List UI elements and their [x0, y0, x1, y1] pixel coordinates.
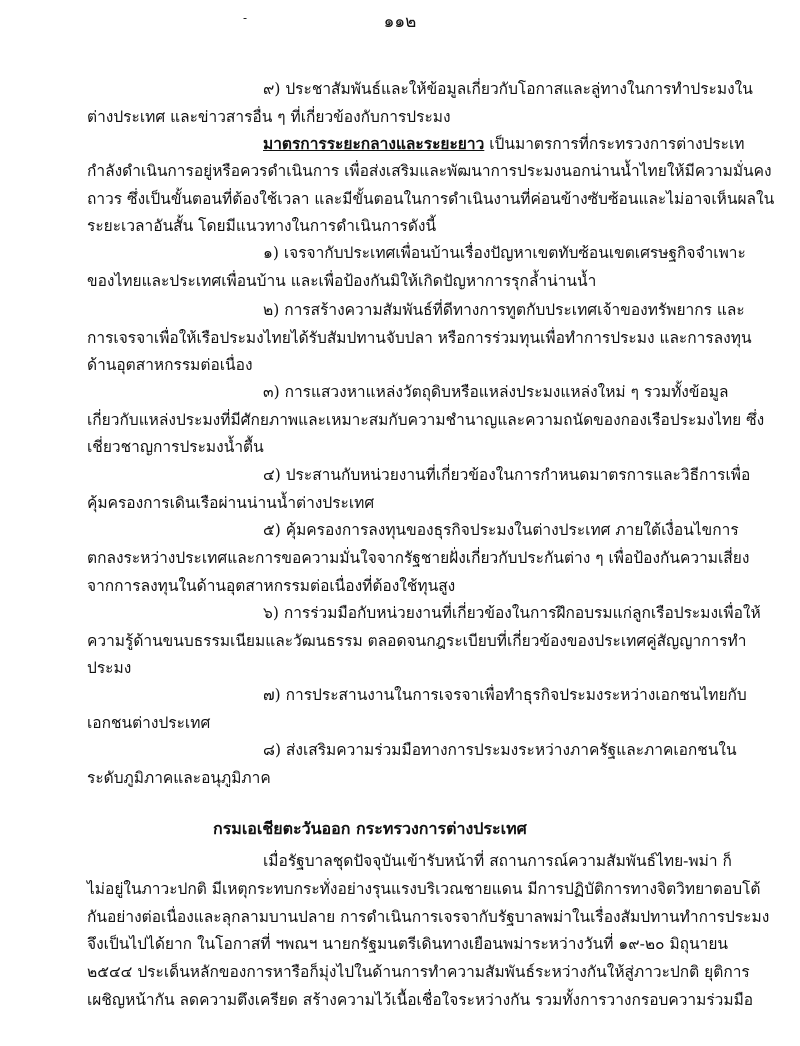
- measures-para-line-2: ถาวร ซึ่งเป็นขั้นตอนที่ต้องใช้เวลา และมีขั้นตอนในการดำเนินงานที่ค่อนข้างซับซ้อนและไม่อาจเห็นผลใน: [87, 190, 775, 208]
- item-9-line-1: ๙) ประชาสัมพันธ์และให้ข้อมูลเกี่ยวกับโอกาสและลู่ทางในการทำประมงใน: [263, 80, 753, 98]
- measures-para-line-3: ระยะเวลาอันสั้น โดยมีแนวทางในการดำเนินการดังนี้: [87, 217, 437, 235]
- item-9-line-2: ต่างประเทศ และข่าวสารอื่น ๆ ที่เกี่ยวข้องกับการประมง: [87, 108, 451, 126]
- item-1-line-1: ๑) เจรจากับประเทศเพื่อนบ้านเรื่องปัญหาเขตทับซ้อนเขตเศรษฐกิจจำเพาะ: [263, 244, 746, 262]
- measures-para-line-1: กำลังดำเนินการอยู่หรือควรดำเนินการ เพื่อส่งเสริมและพัฒนาการประมงนอกน่านน้ำไทยให้มีความมั่นคง: [87, 162, 772, 180]
- item-4-line-2: คุ้มครองการเดินเรือผ่านน่านน้ำต่างประเทศ: [87, 494, 375, 512]
- measures-term-rest: เป็นมาตรการที่กระทรวงการต่างประเท: [484, 135, 745, 153]
- item-5-line-2: ตกลงระหว่างประเทศและการขอความมั่นใจจากรัฐชายฝั่งเกี่ยวกับประกันต่าง ๆ เพื่อป้องกันความเสี่ยง: [87, 549, 750, 567]
- item-2-line-2: การเจรจาเพื่อให้เรือประมงไทยได้รับสัมปทานจับปลา หรือการร่วมทุนเพื่อทำการประมง และการลงทุน: [87, 329, 752, 347]
- item-8-line-2: ระดับภูมิภาคและอนุภูมิภาค: [87, 769, 271, 787]
- item-5-line-3: จากการลงทุนในด้านอุตสาหกรรมต่อเนื่องที่ต้องใช้ทุนสูง: [87, 577, 456, 595]
- header-mark: -: [243, 11, 248, 25]
- section-line-2: ไม่อยู่ในภาวะปกติ มีเหตุกระทบกระทั่งอย่างรุนแรงบริเวณชายแดน มีการปฏิบัติการทางจิตวิทยาตอบโต้: [87, 880, 761, 898]
- section-line-6: เผชิญหน้ากัน ลดความตึงเครียด สร้างความไว้เนื้อเชื่อใจระหว่างกัน รวมทั้งการวางกรอบความร่วมมือ: [87, 991, 754, 1009]
- item-2-line-3: ด้านอุตสาหกรรมต่อเนื่อง: [87, 356, 253, 374]
- item-6-line-2: ความรู้ด้านขนบธรรมเนียมและวัฒนธรรม ตลอดจนกฎระเบียบที่เกี่ยวข้องของประเทศคู่สัญญาการทำ: [87, 632, 747, 650]
- item-3-line-2: เกี่ยวกับแหล่งประมงที่มีศักยภาพและเหมาะสมกับความชำนาญและความถนัดของกองเรือประมงไทย ซึ่ง: [87, 411, 765, 429]
- item-7-line-1: ๗) การประสานงานในการเจรจาเพื่อทำธุรกิจประมงระหว่างเอกชนไทยกับ: [263, 686, 747, 704]
- item-3-line-1: ๓) การแสวงหาแหล่งวัตถุดิบหรือแหล่งประมงแหล่งใหม่ ๆ รวมทั้งข้อมูล: [263, 383, 729, 401]
- section-line-3: กันอย่างต่อเนื่องและลุกลามบานปลาย การดำเนินการเจรจากับรัฐบาลพม่าในเรื่องสัมปทานทำการประมง: [87, 908, 770, 926]
- item-7-line-2: เอกชนต่างประเทศ: [87, 714, 211, 732]
- section-heading: กรมเอเชียตะวันออก กระทรวงการต่างประเทศ: [213, 819, 527, 838]
- item-1-line-2: ของไทยและประเทศเพื่อนบ้าน และเพื่อป้องกันมิให้เกิดปัญหาการรุกล้ำน่านน้ำ: [87, 272, 597, 290]
- item-2-line-1: ๒) การสร้างความสัมพันธ์ที่ดีทางการทูตกับประเทศเจ้าของทรัพยากร และ: [263, 301, 745, 319]
- item-3-line-3: เชี่ยวชาญการประมงน้ำตื้น: [87, 438, 264, 456]
- section-line-4: จึงเป็นไปได้ยาก ในโอกาสที่ ฯพณฯ นายกรัฐมนตรีเดินทางเยือนพม่าระหว่างวันที่ ๑๙-๒๐ มิถุนายน: [87, 935, 729, 953]
- item-4-line-1: ๔) ประสานกับหน่วยงานที่เกี่ยวข้องในการกำหนดมาตรการและวิธีการเพื่อ: [263, 466, 751, 484]
- measures-term: มาตรการระยะกลางและระยะยาว: [263, 134, 485, 153]
- section-line-5: ๒๕๔๔ ประเด็นหลักของการหารือก็มุ่งไปในด้านการทำความสัมพันธ์ระหว่างกันให้สู่ภาวะปกติ ยุติการ: [87, 963, 750, 981]
- item-8-line-1: ๘) ส่งเสริมความร่วมมือทางการประมงระหว่างภาครัฐและภาคเอกชนใน: [263, 741, 737, 759]
- section-line-1: เมื่อรัฐบาลชุดปัจจุบันเข้ารับหน้าที่ สถานการณ์ความสัมพันธ์ไทย-พม่า ก็: [263, 852, 732, 870]
- item-5-line-1: ๕) คุ้มครองการลงทุนของธุรกิจประมงในต่างประเทศ ภายใต้เงื่อนไขการ: [263, 521, 739, 539]
- page-number: ๑๑๒: [383, 12, 417, 32]
- item-6-line-3: ประมง: [87, 659, 132, 677]
- item-6-line-1: ๖) การร่วมมือกับหน่วยงานที่เกี่ยวข้องในการฝึกอบรมแก่ลูกเรือประมงเพื่อให้: [263, 604, 761, 622]
- measures-intro-line: [263, 134, 745, 154]
